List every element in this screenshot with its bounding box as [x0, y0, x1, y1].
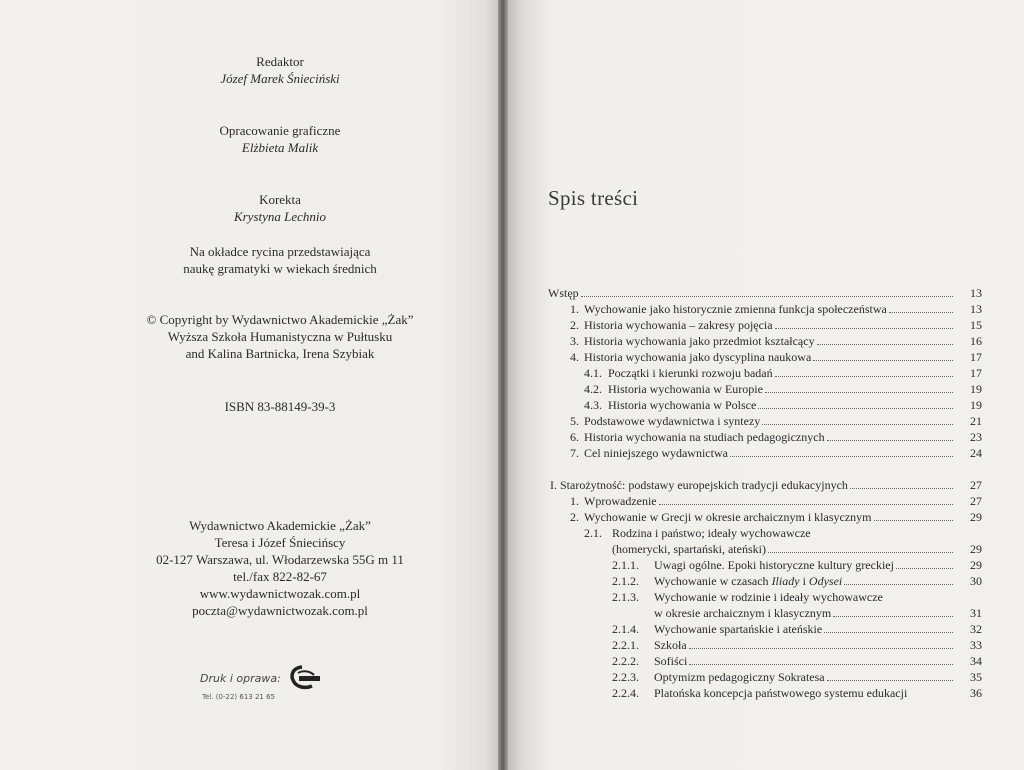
toc-row-text: Historia wychowania jako dyscyplina naukowa [584, 350, 812, 364]
toc-row-text: Wychowanie spartańskie i ateńskie [654, 622, 823, 636]
editor-name: Józef Marek Śnieciński [220, 71, 340, 86]
cover-note [150, 243, 410, 277]
graphics-block [150, 122, 410, 156]
graphics-label: Opracowanie graficzne [219, 123, 341, 138]
toc-row-page: 29 [970, 510, 982, 524]
toc-row-page: 36 [970, 686, 982, 700]
printer-phone: Tel. (0-22) 613 21 65 [202, 693, 275, 701]
toc-row-number: 2.1. [584, 526, 602, 540]
proofreading-label: Korekta [259, 192, 301, 207]
toc-row [536, 318, 982, 334]
toc-row-text: Platońska koncepcja państwowego systemu edukacji [654, 686, 908, 700]
printer-block [200, 664, 340, 706]
toc-row [536, 398, 982, 414]
toc-leader [817, 344, 953, 345]
toc-row-text-italic-odyssey: Odysei [808, 574, 843, 588]
toc-row-page: 24 [970, 446, 982, 460]
toc-row-text: Historia wychowania w Polsce [608, 398, 757, 412]
toc-row [536, 670, 982, 686]
toc-row [536, 366, 982, 382]
toc-row-text: Wychowanie w Grecji w okresie archaicznym i klasycznym [584, 510, 872, 524]
toc-leader [813, 360, 953, 361]
toc-row-number: 2.1.2. [612, 574, 639, 588]
editor-block [150, 53, 410, 87]
toc-row-page: 17 [970, 366, 982, 380]
toc-row [536, 526, 982, 542]
toc-row-page: 23 [970, 430, 982, 444]
toc-row [536, 558, 982, 574]
toc-row-page: 19 [970, 382, 982, 396]
toc-row-text: Początki i kierunki rozwoju badań [608, 366, 773, 380]
toc-row-text: Cel niniejszego wydawnictwa [584, 446, 728, 460]
toc-row-page: 29 [970, 542, 982, 556]
toc-row-text: Podstawowe wydawnictwa i syntezy [584, 414, 761, 428]
toc-row-text: (homerycki, spartański, ateński) [612, 542, 766, 556]
toc-row-number: 4.2. [584, 382, 602, 396]
toc-row [536, 494, 982, 510]
toc-row [536, 686, 982, 702]
toc-leader [850, 488, 953, 489]
toc-row-text: Optymizm pedagogiczny Sokratesa [654, 670, 825, 684]
toc-leader [762, 424, 953, 425]
toc-leader [581, 296, 953, 297]
toc-row-page: 29 [970, 558, 982, 572]
publisher-line: 02-127 Warszawa, ul. Włodarzewska 55G m 11 [156, 552, 404, 567]
toc-row-page: 17 [970, 350, 982, 364]
toc-title: Spis treści [548, 186, 639, 210]
toc-row [536, 302, 982, 318]
publisher-line: Teresa i Józef Śniecińscy [214, 535, 346, 550]
toc-leader [775, 376, 953, 377]
toc-row-page: 21 [970, 414, 982, 428]
toc-row-number: 4.1. [584, 366, 602, 380]
copyright-block [120, 311, 440, 362]
copyright-line: Wyższa Szkoła Humanistyczna w Pułtusku [167, 329, 393, 344]
toc-row [536, 606, 982, 622]
toc-leader [768, 552, 953, 553]
toc-row-page: 27 [970, 494, 982, 508]
toc-row-page: 15 [970, 318, 982, 332]
toc-row-number: 2. [570, 510, 579, 524]
toc-row-text: Historia wychowania – zakresy pojęcia [584, 318, 773, 332]
toc-row-number: 2. [570, 318, 579, 332]
toc-row-text: Wychowanie jako historycznie zmienna funkcja społeczeństwa [584, 302, 887, 316]
toc-row [536, 510, 982, 526]
copyright-line: © Copyright by Wydawnictwo Akademickie „Żak” [146, 312, 414, 327]
toc-row-text: Wprowadzenie [584, 494, 657, 508]
toc-row [536, 622, 982, 638]
editor-label: Redaktor [256, 54, 304, 69]
toc-row-number: 7. [570, 446, 579, 460]
toc-row-page: 13 [970, 302, 982, 316]
toc-row-text-before: Wychowanie w czasach [654, 574, 772, 588]
toc-row-text-mid: i [799, 574, 809, 588]
toc-leader [874, 520, 954, 521]
toc-row [536, 414, 982, 430]
toc-leader [689, 648, 953, 649]
toc-row-number: 2.1.4. [612, 622, 639, 636]
book-gutter [498, 0, 508, 770]
toc-row-text: Szkoła [654, 638, 687, 652]
toc-row-number: 5. [570, 414, 579, 428]
toc-row-text: Rodzina i państwo; ideały wychowawcze [612, 526, 811, 540]
toc-row-number: 4.3. [584, 398, 602, 412]
toc-row-text: Starożytność: podstawy europejskich tradycji edukacyjnych [560, 478, 848, 492]
toc-row [536, 590, 982, 606]
toc-leader [844, 584, 953, 585]
toc-leader [765, 392, 953, 393]
proofreading-name: Krystyna Lechnio [233, 209, 327, 224]
toc-row-page: 27 [970, 478, 982, 492]
toc-leader [889, 312, 953, 313]
toc-row [536, 638, 982, 654]
printer-logo-icon [288, 664, 322, 692]
toc-row [536, 654, 982, 670]
toc-row-number: 3. [570, 334, 579, 348]
publisher-line: poczta@wydawnictwozak.com.pl [192, 603, 368, 618]
toc-row-text: Wychowanie w rodzinie i ideały wychowawcze [654, 590, 883, 604]
toc-row-page: 35 [970, 670, 982, 684]
toc-leader [896, 568, 953, 569]
toc-row [536, 446, 982, 462]
toc-row-number: 2.2.2. [612, 654, 639, 668]
toc-leader [824, 632, 953, 633]
proofreading-block [150, 191, 410, 225]
toc-row [536, 334, 982, 350]
toc-row-page: 31 [970, 606, 982, 620]
toc-leader [730, 456, 953, 457]
toc-row-page: 33 [970, 638, 982, 652]
toc-row [536, 574, 982, 590]
toc-row-page: 34 [970, 654, 982, 668]
toc-row [536, 382, 982, 398]
publisher-line: www.wydawnictwozak.com.pl [199, 586, 361, 601]
publisher-block [110, 517, 450, 619]
toc-leader [689, 664, 953, 665]
toc-row-page: 30 [970, 574, 982, 588]
left-page [0, 0, 500, 770]
toc-row-number: 4. [570, 350, 579, 364]
toc-row-number: 1. [570, 494, 579, 508]
toc-row-number: 2.2.1. [612, 638, 639, 652]
toc-row-wstep [536, 286, 982, 302]
toc-row-number: 2.2.3. [612, 670, 639, 684]
toc-row-page: 32 [970, 622, 982, 636]
toc-row-page: 13 [970, 286, 982, 300]
toc-row [536, 430, 982, 446]
isbn: ISBN 83-88149-39-3 [224, 399, 336, 414]
toc-row-text: w okresie archaicznym i klasycznym [654, 606, 832, 620]
toc-chapter-row [536, 478, 982, 494]
toc-row-number: I. [550, 478, 557, 492]
toc-row-text: Historia wychowania na studiach pedagogicznych [584, 430, 825, 444]
toc-row-number: 2.1.3. [612, 590, 639, 604]
graphics-name: Elżbieta Malik [241, 140, 319, 155]
toc-row-text: Uwagi ogólne. Epoki historyczne kultury greckiej [654, 558, 894, 572]
toc-leader [827, 680, 953, 681]
toc-row-number: 6. [570, 430, 579, 444]
toc-row [536, 350, 982, 366]
toc-row-number: 2.2.4. [612, 686, 639, 700]
copyright-line: and Kalina Bartnicka, Irena Szybiak [185, 346, 375, 361]
toc-row-text: Historia wychowania w Europie [608, 382, 763, 396]
toc-row-text: Sofiści [654, 654, 688, 668]
toc-leader [833, 616, 953, 617]
publisher-line: tel./fax 822-82-67 [233, 569, 327, 584]
toc-leader [659, 504, 953, 505]
toc-row-number: 2.1.1. [612, 558, 639, 572]
printer-label: Druk i oprawa: [200, 672, 281, 685]
toc-row-number: 1. [570, 302, 579, 316]
toc-row-text: Historia wychowania jako przedmiot kształcący [584, 334, 815, 348]
cover-note-line: Na okładce rycina przedstawiająca [189, 244, 371, 259]
toc-row-page: 19 [970, 398, 982, 412]
toc-row [536, 542, 982, 558]
toc-leader [775, 328, 953, 329]
publisher-line: Wydawnictwo Akademickie „Żak” [189, 518, 371, 533]
cover-note-line: naukę gramatyki w wiekach średnich [183, 261, 377, 276]
toc-leader [827, 440, 953, 441]
toc-row-text: Wstęp [548, 286, 579, 300]
toc-row-text-italic-iliad: Iliady [771, 574, 800, 588]
toc-leader [758, 408, 953, 409]
toc-row-page: 16 [970, 334, 982, 348]
